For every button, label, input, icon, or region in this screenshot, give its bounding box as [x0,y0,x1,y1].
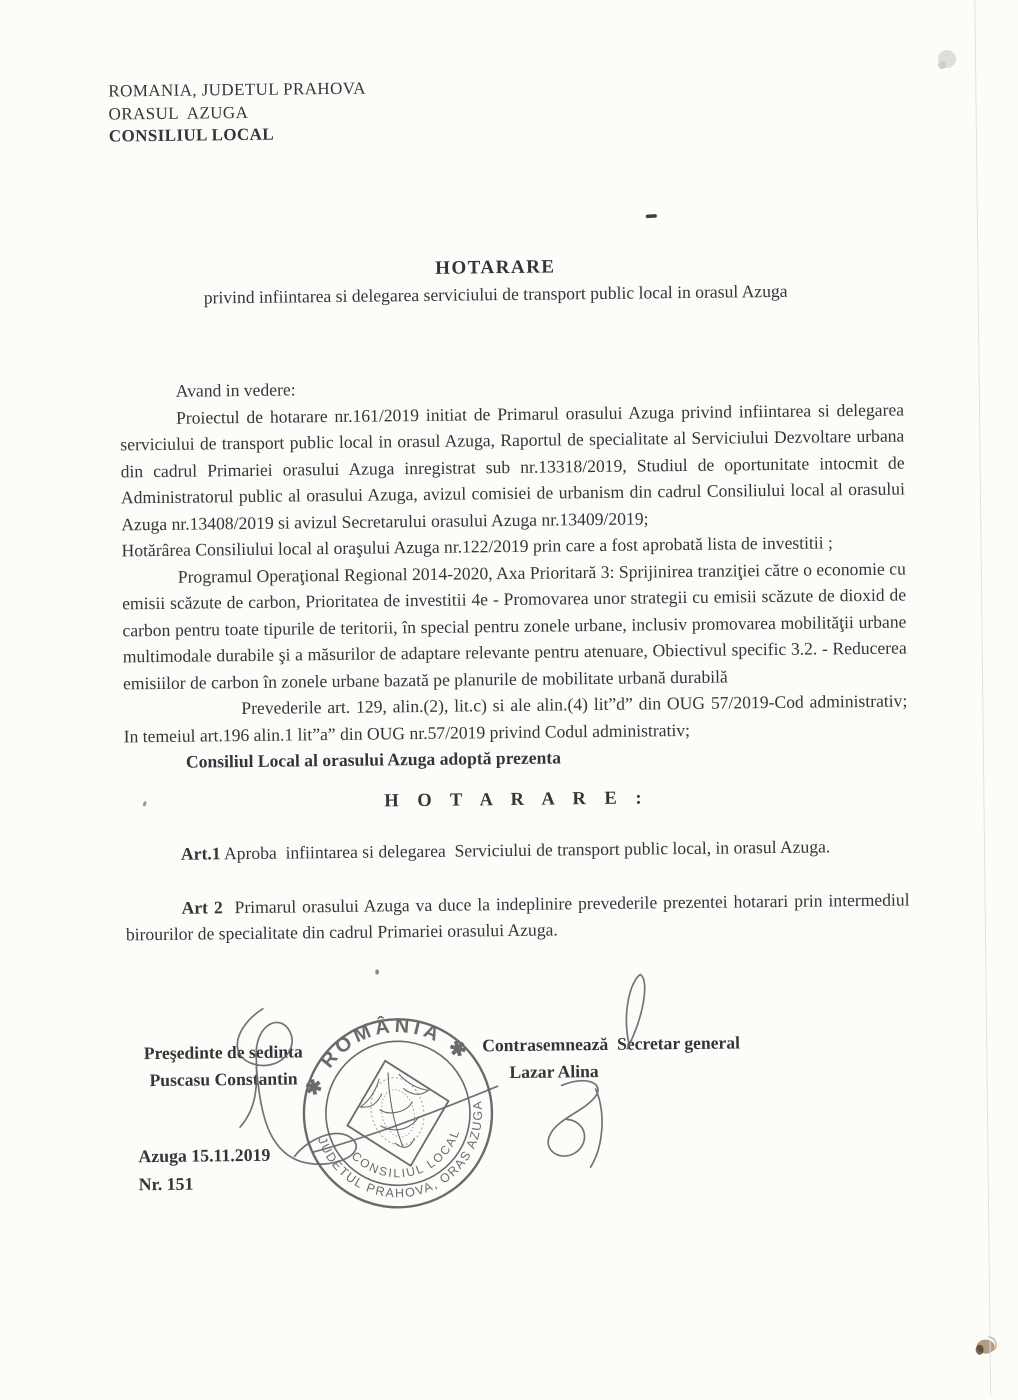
preamble-paragraph-1: Proiectul de hotarare nr.161/2019 initiat de Primarul orasului Azuga privind infiintarea si delegarea serviciului de transport public local in orasul Azuga, Raportul de specialitate al Serviciului Dezvoltare urbana din cadrul Primariei orasului Azuga inregistrat sub nr.13318/2019, Studiul de oportunitate intocmit de Administratorul public al orasului Azuga, avizul comisiei de urbanism din cadrul Consiliului local al orasului Azuga nr.13408/2019 si avizul Secretarului orasului Azuga nr.13409/2019; [120,399,906,534]
letterhead-country: ROMANIA, JUDETUL PRAHOVA [108,78,366,101]
document-title: HOTARARE [435,256,556,279]
article-1-text: Aproba infiintarea si delegarea Serviciului de transport public local, in orasul Azuga. [220,836,831,864]
president-name: Puscasu Constantin [149,1068,298,1091]
decision-number: Nr. 151 [138,1173,194,1195]
adoption-line: Consiliul Local al orasului Azuga adoptă prezenta [185,747,562,772]
signature-block-president [135,1038,312,1094]
article-2-text: Primarul orasului Azuga va duce la indeplinire prevederile prezentei hotarari prin intermediul birourilor de specialitate din cadrul Primariei orasului Azuga. [125,888,915,945]
stamp-council-text: CONSILIUL LOCAL [348,1126,463,1181]
official-stamp [291,1014,505,1218]
decision-heading: H O T A R A R E : [384,787,649,811]
signature-block-secretary [482,1029,740,1086]
scan-fold-line [974,0,991,1395]
letterhead [108,78,366,148]
document-body [120,370,915,948]
stamp-seal-icon [291,1014,505,1218]
secretary-role: Contrasemnează Secretar general [482,1032,741,1056]
preamble-intro: Avand in vedere: [175,379,296,401]
title-block [0,251,995,310]
president-role: Preşedinte de sedinta [143,1041,303,1064]
svg-text:JUDETUL PRAHOVA, ORAS AZUGA [315,1097,503,1218]
article-1-label: Art.1 [180,843,221,864]
article-2 [125,886,915,948]
letterhead-town: ORASUL AZUGA [108,102,249,124]
article-1 [125,832,909,867]
stamp-county-text: JUDETUL PRAHOVA, ORAS AZUGA [315,1099,486,1201]
secretary-name: Lazar Alina [509,1061,599,1083]
stamp-country-text: ✱ ROMÂNIA ✱ [301,1014,474,1099]
article-2-label: Art 2 [181,896,223,918]
letterhead-council: CONSILIUL LOCAL [108,124,275,146]
document-subtitle: privind infiintarea si delegarea serviciului de transport public local in orasul Azuga [203,280,788,308]
svg-text:✱ ROMÂNIA ✱ [291,1014,476,1103]
preamble-paragraph-2: Hotărârea Consiliului local al oraşului Azuga nr.122/2019 prin care a fost aprobată lista de investitii ; [121,532,834,561]
place-date: Azuga 15.11.2019 [138,1144,271,1167]
preamble-paragraph-3: Programul Operaţional Regional 2014-2020, Axa Prioritară 3: Sprijinirea tranziţiei către o economie cu emisii scăzute de carbon, Prioritatea de investitii 4e - Promovarea unor strategii cu emisii scăzute de dioxid de carbon pentru toate tipurile de teritorii, în special pentru zonele urbane, inclusiv promovarea mobilităţii urbane multimodale durabile şi a măsurilor de adaptare relevante pentru atenuare, Obiectivul specific 3.2. - Reducerea emisiilor de carbon în zonele urbane bazată pe planurile de mobilitate urbană durabilă [122,557,907,693]
preamble-paragraph-4: Prevederile art. 129, alin.(2), lit.c) si ale alin.(4) lit”d” din OUG 57/2019-Cod administrativ; In temeiul art.196 alin.1 lit”a” din OUG nr.57/2019 privind Codul administrativ; [123,690,908,746]
date-number-block [138,1141,271,1198]
